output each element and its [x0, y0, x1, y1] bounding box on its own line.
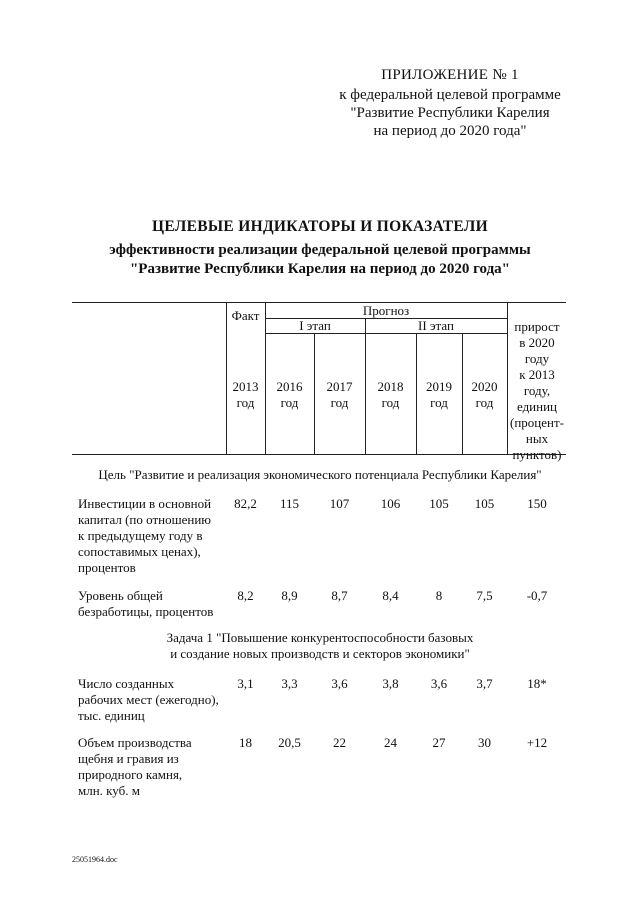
- value-cell: 20,5: [278, 735, 301, 750]
- appendix-line: "Развитие Республики Карелия: [350, 105, 550, 121]
- row-label: Инвестиции в основной капитал (по отношению к предыдущему году в сопоставимых ценах), процентов: [78, 496, 212, 575]
- document-subtitle: [0, 241, 640, 279]
- value-cell: 107: [329, 496, 350, 511]
- value-cell: 8,7: [331, 588, 348, 603]
- document-title: ЦЕЛЕВЫЕ ИНДИКАТОРЫ И ПОКАЗАТЕЛИ: [152, 218, 488, 235]
- value-cell: 18: [239, 735, 252, 750]
- value-cell: 150: [527, 496, 547, 511]
- value-cell: 105: [429, 496, 449, 511]
- header-fact: Факт: [231, 308, 260, 323]
- subtitle-line: эффективности реализации федеральной целевой программы: [109, 242, 531, 258]
- value-cell: 7,5: [476, 588, 493, 603]
- appendix-block: [300, 66, 600, 140]
- value-cell: -0,7: [526, 588, 548, 603]
- value-cell: 3,8: [382, 676, 399, 691]
- section-heading: Цель "Развитие и реализация экономического потенциала Республики Карелия": [98, 467, 542, 482]
- header-stage-2: II этап: [418, 318, 454, 333]
- value-cell: 8,2: [237, 588, 254, 603]
- value-cell: 27: [432, 735, 446, 750]
- header-stage-1: I этап: [299, 318, 331, 333]
- header-year: 2020 год: [471, 379, 498, 410]
- row-label: Объем производства щебня и гравия из природного камня, млн. куб. м: [78, 735, 192, 798]
- value-cell: 115: [279, 496, 300, 511]
- value-cell: 24: [384, 735, 397, 750]
- col-divider: [226, 302, 227, 454]
- header-year: 2019 год: [426, 379, 452, 410]
- header-year: 2018 год: [377, 379, 404, 410]
- header-growth: прирост в 2020 году к 2013 году, единиц (процент- ных пунктов): [510, 319, 564, 462]
- header-year: 2017 год: [326, 379, 353, 410]
- file-name-footer: 25051964.doc: [72, 855, 118, 864]
- value-cell: 3,1: [237, 676, 254, 691]
- value-cell: 18*: [527, 676, 547, 691]
- value-cell: 82,2: [234, 496, 257, 511]
- row-label: Уровень общей безработицы, процентов: [78, 588, 214, 619]
- header-year: 2013 год: [232, 379, 259, 410]
- value-cell: 3,7: [476, 676, 493, 691]
- section-heading: Задача 1 "Повышение конкурентоспособности базовых и создание новых производств и секторов экономики": [166, 630, 474, 661]
- value-cell: 8,4: [382, 588, 399, 603]
- subtitle-line: "Развитие Республики Карелия на период до 2020 года": [129, 261, 510, 277]
- value-cell: 8,9: [281, 588, 298, 603]
- appendix-line: к федеральной целевой программе: [339, 87, 561, 103]
- value-cell: 22: [333, 735, 346, 750]
- value-cell: 8: [435, 588, 443, 603]
- appendix-title: ПРИЛОЖЕНИЕ № 1: [381, 67, 519, 83]
- value-cell: 106: [380, 496, 401, 511]
- header-bottom-rule: [72, 454, 566, 455]
- row-label: Число созданных рабочих мест (ежегодно), тыс. единиц: [78, 676, 219, 723]
- appendix-line: на период до 2020 года": [373, 123, 527, 139]
- value-cell: 105: [474, 496, 495, 511]
- value-cell: 3,3: [281, 676, 298, 691]
- value-cell: 3,6: [430, 676, 448, 691]
- value-cell: 3,6: [331, 676, 348, 691]
- value-cell: 30: [478, 735, 491, 750]
- value-cell: +12: [526, 735, 548, 750]
- header-forecast: Прогноз: [362, 303, 410, 318]
- header-year: 2016 год: [276, 379, 303, 410]
